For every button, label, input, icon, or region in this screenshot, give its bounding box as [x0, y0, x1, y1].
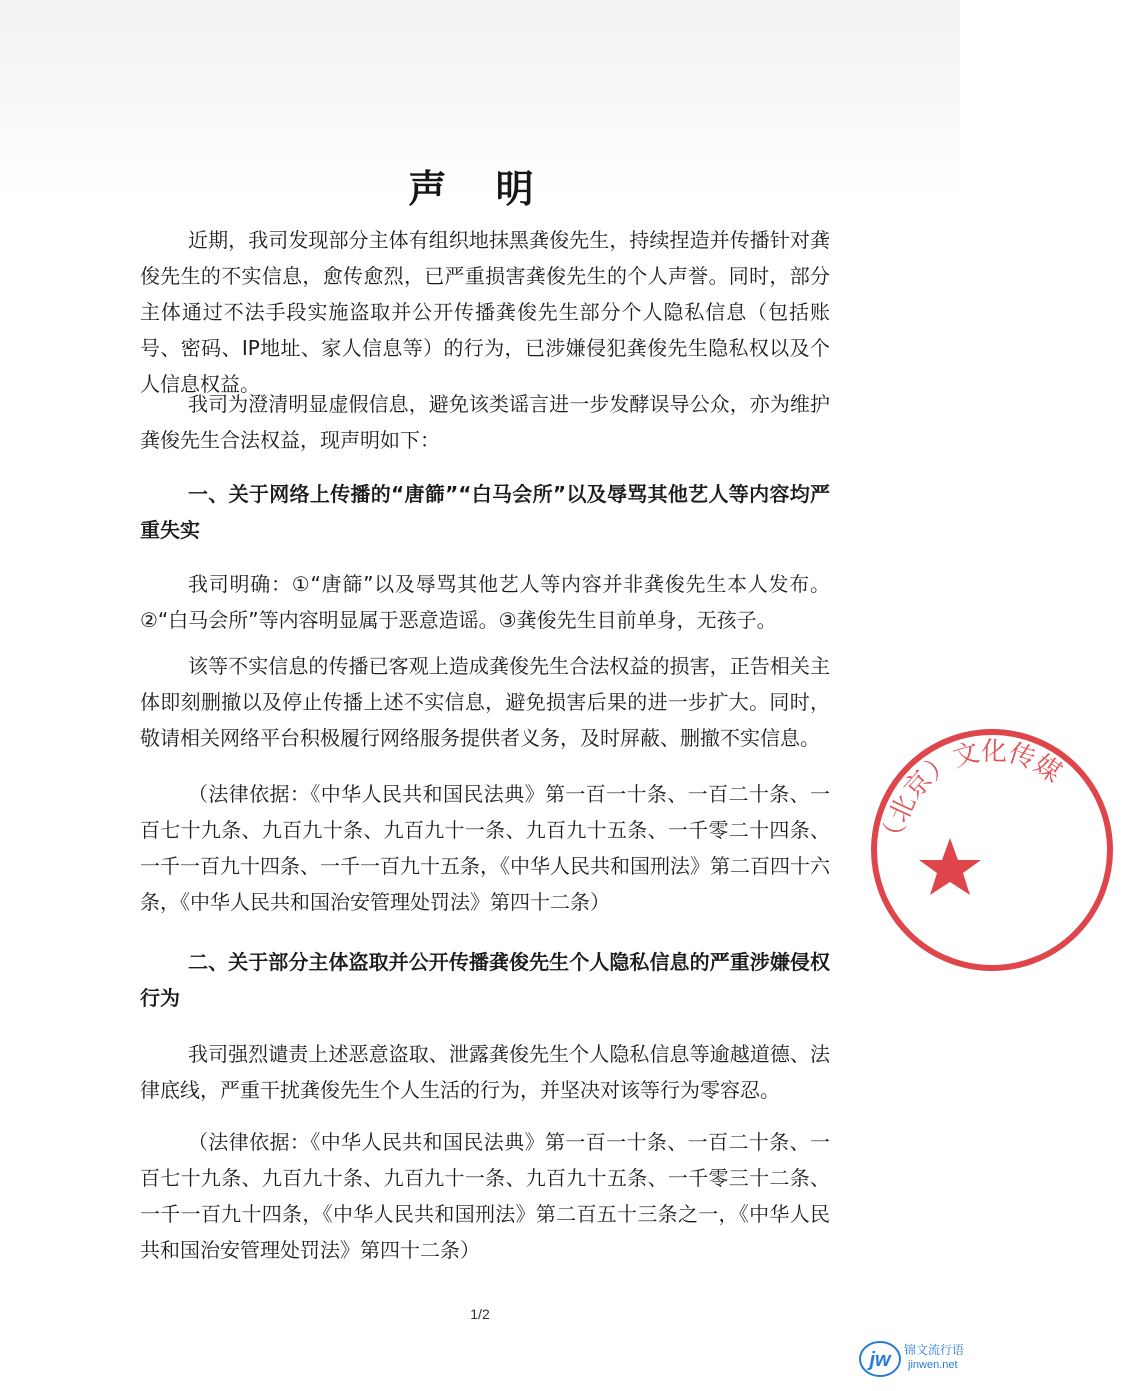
paragraph-legal-basis-1: （法律依据：《中华人民共和国民法典》第一百一十条、一百二十条、一百七十九条、九百九十条、九百九十一条、九百九十五条、一千零二十四条、一千一百九十四条、一千一百九十五条，《中华人民共和国刑法》第二百四十六条，《中华人民共和国治安管理处罚法》第四十二条）	[140, 782, 830, 914]
paragraph-legal-basis-2: （法律依据：《中华人民共和国民法典》第一百一十条、一百二十条、一百七十九条、九百九十条、九百九十一条、九百九十五条、一千零三十二条、一千一百九十四条，《中华人民共和国刑法》第二百五十三条之一，《中华人民共和国治安管理处罚法》第四十二条）	[140, 1130, 830, 1262]
section-heading-2: 二、关于部分主体盗取并公开传播龚俊先生个人隐私信息的严重涉嫌侵权行为	[140, 950, 830, 1010]
seal-text	[878, 737, 1066, 851]
jw-logo-text: jw	[869, 1349, 891, 1371]
paragraph-intro: 近期，我司发现部分主体有组织地抹黑龚俊先生，持续捏造并传播针对龚俊先生的不实信息，愈传愈烈，已严重损害龚俊先生的个人声誉。同时，部分主体通过不法手段实施盗取并公开传播龚俊先生部分个人隐私信息（包括账号、密码、IP地址、家人信息等）的行为，已涉嫌侵犯龚俊先生隐私权以及个人信息权益。	[140, 228, 830, 396]
seal-star-icon	[919, 838, 981, 895]
document-title: 声 明	[408, 167, 552, 211]
jw-logo-icon	[858, 1339, 902, 1379]
paragraph-purpose: 我司为澄清明显虚假信息，避免该类谣言进一步发酵误导公众，亦为维护龚俊先生合法权益，现声明如下：	[140, 392, 830, 452]
page-number: 1/2	[470, 1306, 490, 1322]
paragraph-clarification: 我司明确：①“唐篩”以及辱骂其他艺人等内容并非龚俊先生本人发布。②“白马会所”等内容明显属于恶意造谣。③龚俊先生目前单身，无孩子。	[140, 572, 830, 632]
watermark-site-name: 锦文流行语	[904, 1343, 965, 1357]
paragraph-demand: 该等不实信息的传播已客观上造成龚俊先生合法权益的损害，正告相关主体即刻删撤以及停止传播上述不实信息，避免损害后果的进一步扩大。同时，敬请相关网络平台积极履行网络服务提供者义务，及时屏蔽、删撤不实信息。	[140, 654, 830, 750]
watermark-site-url: jinwen.net	[908, 1359, 958, 1371]
seal-arc-text: （北京）文化传媒	[878, 736, 1067, 851]
company-seal-stamp	[862, 720, 1122, 980]
section-heading-1: 一、关于网络上传播的“唐篩”“白马会所”以及辱骂其他艺人等内容均严重失实	[140, 482, 830, 542]
site-watermark	[858, 1339, 965, 1379]
paragraph-condemnation: 我司强烈谴责上述恶意盗取、泄露龚俊先生个人隐私信息等逾越道德、法律底线，严重干扰龚俊先生个人生活的行为，并坚决对该等行为零容忍。	[140, 1042, 830, 1102]
